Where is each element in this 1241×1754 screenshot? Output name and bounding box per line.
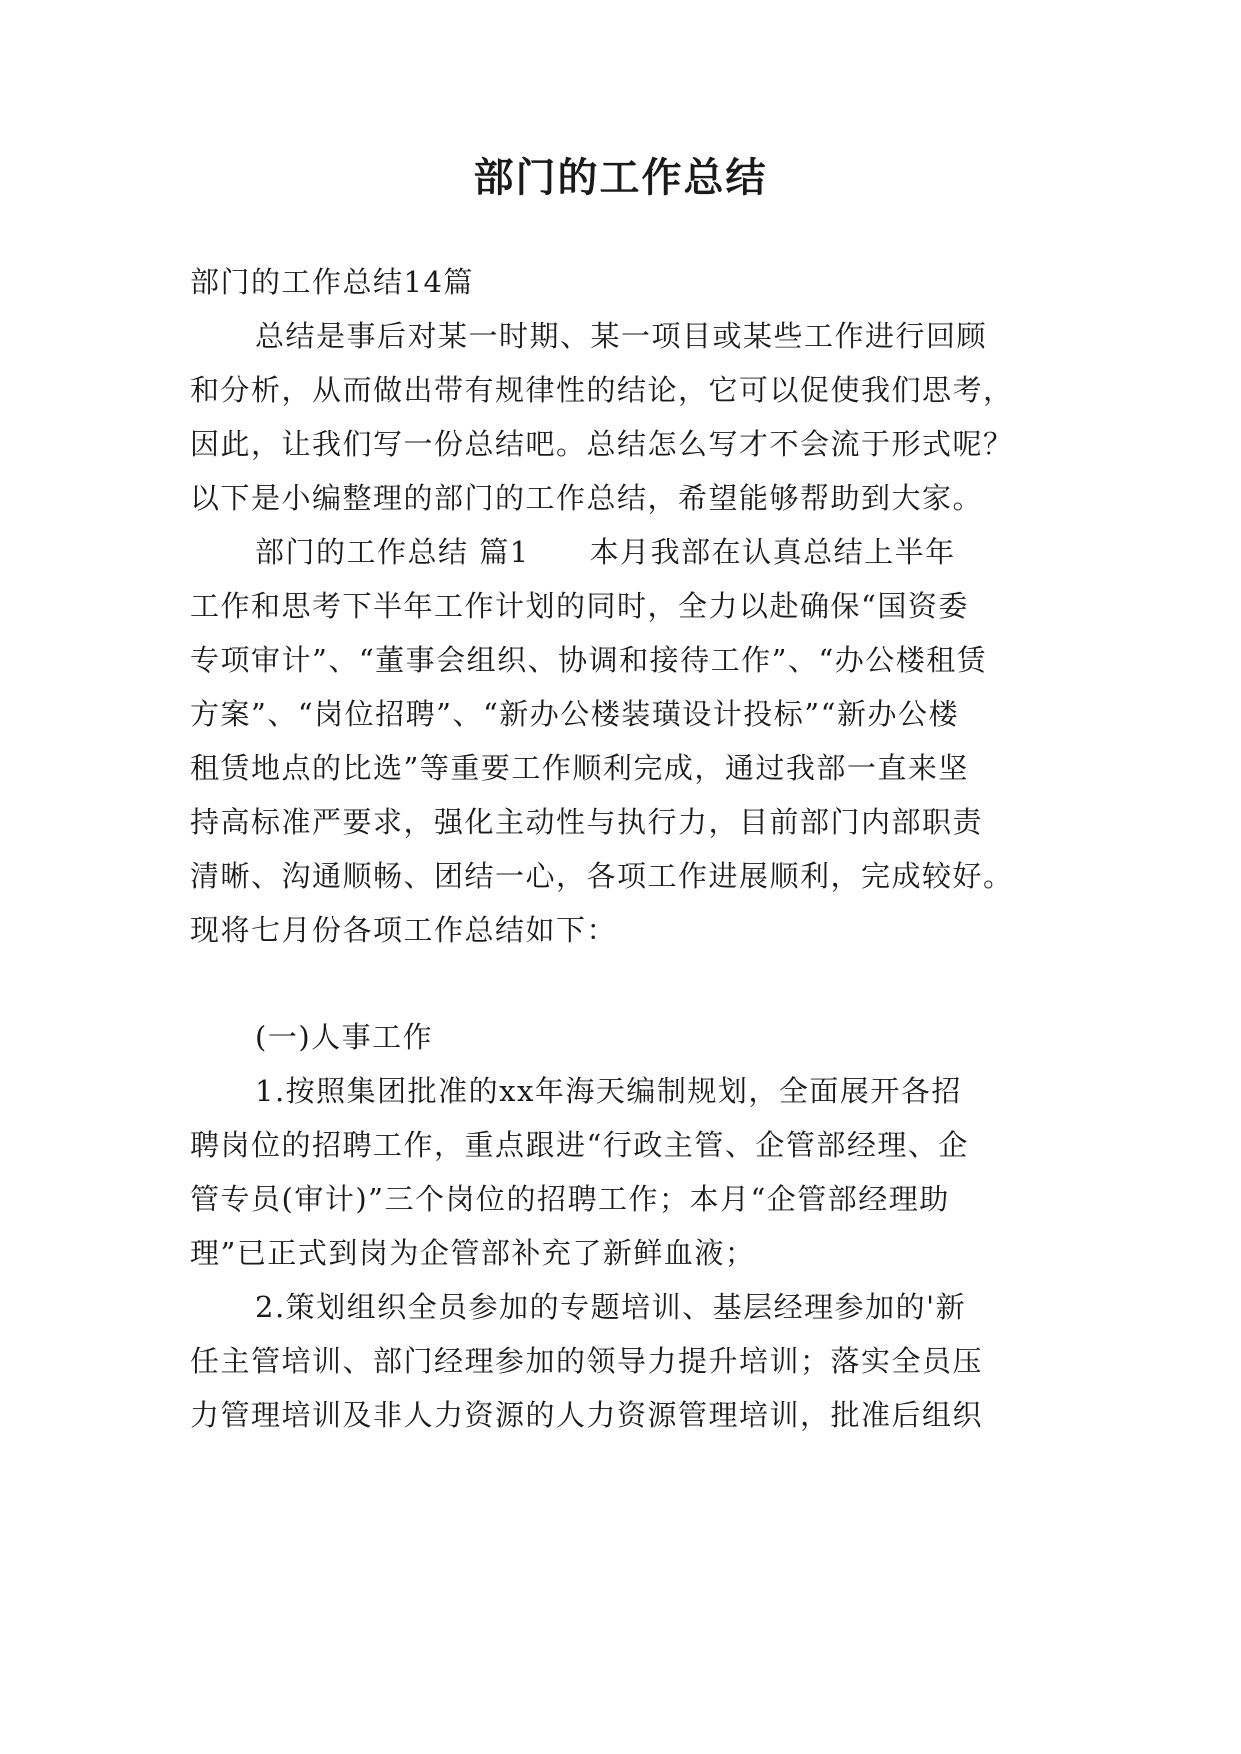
section-1-text: 本月我部在认真总结上半年 (589, 535, 956, 569)
section-1-line: 方案”、“岗位招聘”、“新办公楼装璜设计投标”“新办公楼 (190, 697, 959, 731)
intro-line: 总结是事后对某一时期、某一项目或某些工作进行回顾 (255, 319, 988, 353)
document-subtitle: 部门的工作总结14篇 (190, 265, 474, 299)
section-1-line: 专项审计”、“董事会组织、协调和接待工作”、“办公楼租赁 (190, 643, 988, 677)
intro-line: 和分析，从而做出带有规律性的结论，它可以促使我们思考， (190, 373, 1014, 407)
item-1-line: 管专员(审计)”三个岗位的招聘工作；本月“企管部经理助 (190, 1182, 950, 1216)
section-1-first-line (255, 532, 1050, 572)
section-1-line: 清晰、沟通顺畅、团结一心，各项工作进展顺利，完成较好。 (190, 859, 1014, 893)
item-2-line: 力管理培训及非人力资源的人力资源管理培训，批准后组织 (190, 1398, 984, 1432)
item-2-line: 2.策划组织全员参加的专题培训、基层经理参加的'新 (255, 1290, 967, 1324)
item-1-line: 理”已正式到岗为企管部补充了新鲜血液； (190, 1236, 756, 1270)
item-2-line: 任主管培训、部门经理参加的领导力提升培训；落实全员压 (190, 1344, 984, 1378)
item-1-line: 聘岗位的招聘工作，重点跟进“行政主管、企管部经理、企 (190, 1128, 969, 1162)
section-1-line: 持高标准严要求，强化主动性与执行力，目前部门内部职责 (190, 805, 984, 839)
intro-line: 以下是小编整理的部门的工作总结，希望能够帮助到大家。 (190, 481, 984, 515)
section-1-heading: 部门的工作总结 篇1 (255, 535, 530, 569)
section-1-line: 租赁地点的比选”等重要工作顺利完成，通过我部一直来坚 (190, 751, 969, 785)
section-1-line: 工作和思考下半年工作计划的同时，全力以赴确保“国资委 (190, 589, 969, 623)
item-1-line: 1.按照集团批准的xx年海天编制规划，全面展开各招 (255, 1074, 962, 1108)
section-1-line: 现将七月份各项工作总结如下： (190, 913, 618, 947)
intro-line: 因此，让我们写一份总结吧。总结怎么写才不会流于形式呢？ (190, 427, 1014, 461)
document-title: 部门的工作总结 (473, 155, 768, 201)
subsection-heading: (一)人事工作 (255, 1020, 434, 1054)
